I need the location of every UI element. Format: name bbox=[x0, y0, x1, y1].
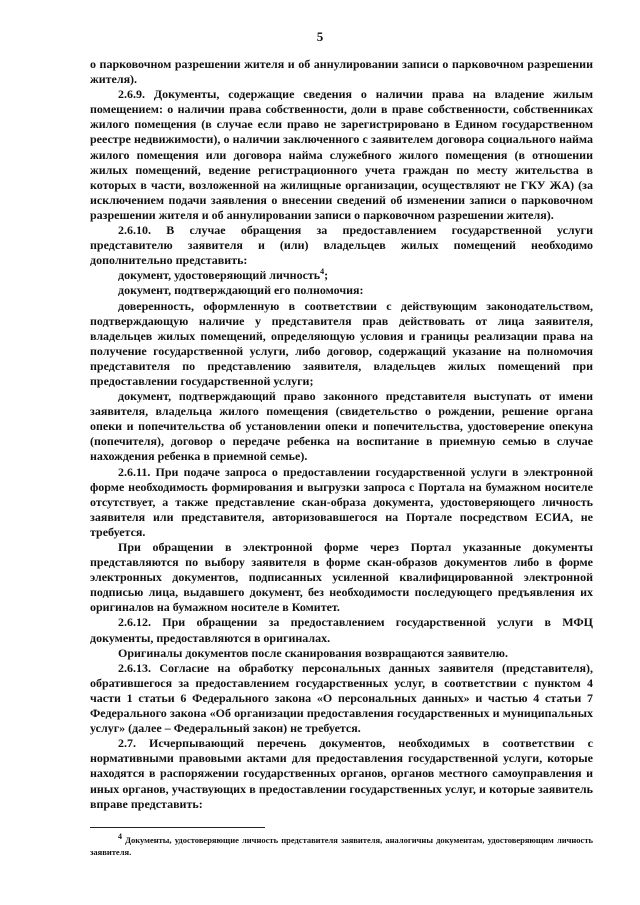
paragraph-punct: ; bbox=[324, 268, 329, 283]
paragraph-2-6-9: 2.6.9. Документы, содержащие сведения о наличии права на владение жилым помещением: о наличии права собственности, доли в праве собственности, собственниках жилого помещения (в случае если право не зарегистрировано в Едином государственном реестре недвижимости), о наличии заключенного с заявителем договора социального найма жилого помещения или договора найма служебного жилого помещения (в отношении жилых помещений, ведение регистрационного учета граждан по месту жительства в которых в части, возложенной на жилищные организации, осуществляют не ГКУ ЖА) (за исключением подачи заявления о внесении сведений об изменении записи о парковочном разрешении жителя и об аннулировании записи о парковочном разрешении жителя). bbox=[90, 87, 593, 222]
paragraph-2-6-13: 2.6.13. Согласие на обработку персональных данных заявителя (представителя), обратившегося за предоставлением государственных услуг, в соответствии с пунктом 4 части 1 статьи 6 Федерального закона «О персональных данных» и частью 4 статьи 7 Федерального закона «Об организации предоставления государственных и муниципальных услуг» (далее – Федеральный закон) не требуется. bbox=[90, 660, 593, 736]
paragraph-text: документ, удостоверяющий личность bbox=[118, 268, 321, 283]
paragraph-2-6-10: 2.6.10. В случае обращения за предоставлением государственной услуги представителю заявителя и (или) владельцев жилых помещений необходимо дополнительно представить: bbox=[90, 223, 593, 268]
document-body bbox=[90, 57, 593, 812]
paragraph: документ, подтверждающий его полномочия: bbox=[118, 283, 364, 298]
paragraph-2-7: 2.7. Исчерпывающий перечень документов, необходимых в соответствии с нормативными правовыми актами для предоставления государственной услуги, которые находятся в распоряжении государственных органов, органов местного самоуправления и иных органов, участвующих в предоставлении государственных услуг, и которые заявитель вправе представить: bbox=[90, 736, 593, 811]
footnote-text: Документы, удостоверяющие личность представителя заявителя, аналогичны документам, удостоверяющим личность заявителя. bbox=[90, 835, 593, 857]
paragraph-2-6-12: 2.6.12. При обращении за предоставлением государственной услуги в МФЦ документы, предоставляются в оригиналах. bbox=[90, 615, 593, 645]
footnote-number: 4 bbox=[118, 832, 122, 842]
footnote-divider bbox=[90, 827, 265, 828]
paragraph: документ, подтверждающий право законного представителя выступать от имени заявителя, владельца жилого помещения (свидетельство о рождении, решение органа опеки и попечительства об установлении опеки и попечительства, удостоверение опекуна (попечителя), договор о передаче ребенка на воспитание в приемную семью в случае нахождения ребенка в приемной семье). bbox=[90, 389, 593, 464]
page-number: 5 bbox=[316, 29, 324, 44]
paragraph: Оригиналы документов после сканирования возвращаются заявителю. bbox=[118, 645, 508, 660]
paragraph-2-6-11: 2.6.11. При подаче запроса о предоставлении государственной услуги в электронной форме необходимость формирования и выгрузки запроса с Портала на бумажном носителе отсутствует, а также представление скан-образа документа, удостоверяющего личность заявителя или представителя, авторизовавшегося на Портале посредством ЕСИА, не требуется. bbox=[90, 464, 593, 539]
footnote bbox=[90, 832, 593, 858]
paragraph-identity-document bbox=[90, 268, 593, 283]
paragraph: доверенность, оформленную в соответствии с действующим законодательством, подтверждающую наличие у представителя прав действовать от лица заявителя, владельцев жилых помещений, определяющую условия и границы реализации права на получение государственной услуги, либо договор, содержащий указание на полномочия представителя по представлению заявителя, владельцев жилых помещений при предоставлении государственной услуги; bbox=[90, 298, 593, 388]
paragraph: При обращении в электронной форме через Портал указанные документы представляются по выбору заявителя в форме скан-образов документов либо в форме электронных документов, подписанных усиленной квалифицированной электронной подписью лица, выдавшего документ, без необходимости последующего предъявления их оригиналов на бумажном носителе в Комитет. bbox=[90, 540, 593, 615]
footnote-reference: 4 bbox=[320, 267, 325, 277]
paragraph: о парковочном разрешении жителя и об аннулировании записи о парковочном разрешении жителя). bbox=[90, 57, 593, 87]
